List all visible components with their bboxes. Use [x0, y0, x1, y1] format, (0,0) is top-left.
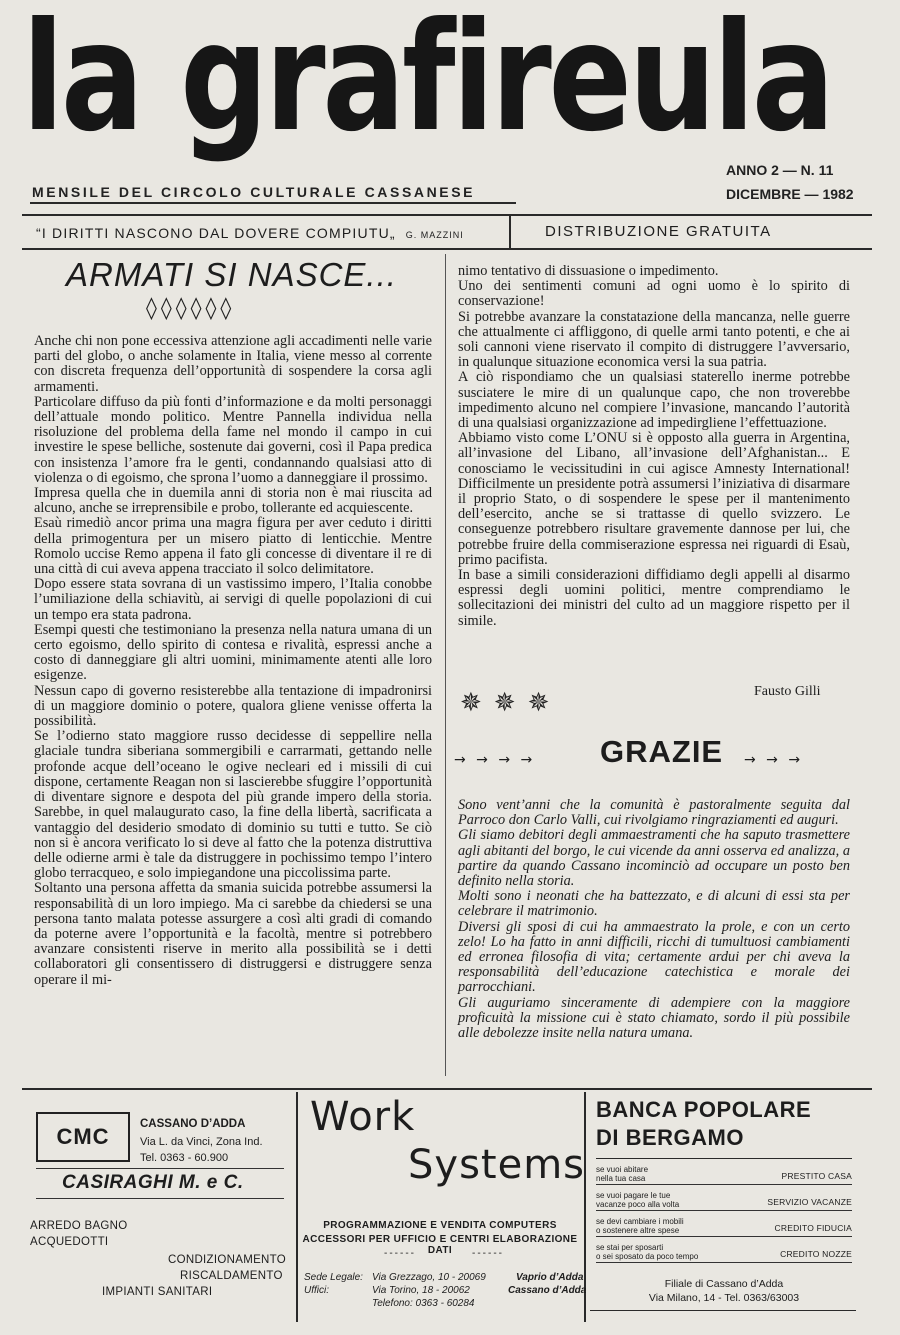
bank-offer-row: [596, 1162, 852, 1185]
article-paragraph: Impresa quella che in duemila anni di storia non è mai riuscita ad alcuno, anche se irreprensibile e probo, tollerante ed acquiescente.: [34, 485, 432, 517]
article-paragraph: Dopo essere stata sovrana di un vastissimo impero, l’Italia conobbe l’umiliazione della schiavitù, ai servigi di quelle popolazioni di cui un tempo era stata padrona.: [34, 576, 432, 623]
bank-branch-address: Via Milano, 14 - Tel. 0363/63003: [648, 1292, 800, 1304]
cmc-service: RISCALDAMENTO: [180, 1270, 283, 1282]
bank-offer-hint: o sei sposato da poco tempo: [596, 1252, 699, 1261]
motto: [36, 225, 464, 241]
bank-branch: Filiale di Cassano d’Adda: [664, 1278, 784, 1290]
motto-bar: [22, 214, 872, 250]
article-paragraph: Se l’odierno stato maggiore russo decidesse di seppellire nella glaciale tundra siberiana sommergibili e carrarmati, gettando nelle profonde acque dell’oceano le ogive necleari ed i missili di cui dispone, certamente Reagan non si lascierebbe sfuggire l’opportunità di diventare signore e despota del più grande impero della storia. Sarebbe, in quel malaugurato caso, la fine della libertà, sacrificata a vantaggio del desiderio smodato di dominio su tutti e tutto. Se ciò non si è ancora verificato lo si deve al fatto che la potenza distruttiva delle odierne armi è tale da distruggere in pochissimo tempo l’intero globo terracqueo, e solo impiegandone una piccolissima parte.: [34, 728, 432, 882]
article-paragraph: Nessun capo di governo resisterebbe alla tentazione di impadronirsi di un maggiore dominio o potere, qualora gliene venisse offerta la possibilità.: [34, 682, 432, 730]
cmc-service: IMPIANTI SANITARI: [102, 1286, 213, 1298]
work-systems-legal-label: Sede Legale:: [304, 1272, 363, 1283]
column-divider: [445, 254, 446, 1076]
article-paragraph: Uno dei sentimenti comuni ad ogni uomo è lo spirito di conservazione!: [458, 278, 850, 310]
grazie-paragraph: Gli siamo debitori degli ammaestramenti che ha saputo trasmettere agli abitanti del borgo, le cui vicende da anni osserva ed analizza, a partire da quando Cassano incominciò ad occupare un posto ben definito nella storia.: [458, 827, 850, 890]
bank-offer-name: PRESTITO CASA: [781, 1171, 852, 1181]
work-systems-legal-address: Via Grezzago, 10 - 20069: [372, 1272, 486, 1283]
bank-offer-name: CREDITO NOZZE: [780, 1249, 852, 1259]
dash-decoration: ------: [384, 1248, 416, 1259]
subtitle-rule: [30, 202, 516, 204]
issue-number: ANNO 2 — N. 11: [726, 162, 834, 178]
article-paragraph: Soltanto una persona affetta da smania suicida potrebbe assumersi la responsabilità di un loro impiego. Ma ci sarebbe da chiedersi se una persona tanto malata potesse assurgere a così alti gradi di comando da poterne avere l’opportunità e la facoltà, mentre si potrebbero avanzare consistenti riserve in merito alla possibilità se i detti collaboratori gli consentissero di distruggersi e distruggere senza operare il mi-: [34, 880, 432, 988]
bank-offer-hint: se stai per sposarti: [596, 1243, 664, 1252]
work-systems-legal-city: Vaprio d’Adda: [516, 1272, 584, 1283]
bank-offer-row: [596, 1214, 852, 1237]
cmc-rule: [36, 1198, 284, 1199]
cmc-address: Via L. da Vinci, Zona Ind.: [140, 1136, 263, 1148]
cmc-rule: [36, 1168, 284, 1169]
masthead-subtitle: MENSILE DEL CIRCOLO CULTURALE CASSANESE: [32, 184, 476, 200]
diamond-ornament: ◊◊◊◊◊◊: [146, 296, 236, 321]
article-paragraph: Abbiamo visto come L’ONU si è opposto alla guerra in Argentina, all’invasione del Libano, all’invasione dell’Afghanistan... E conosciamo le vecissitudini in cui agisce Amnesty International! Difficilmente un presidente potrà assumersi l’iniziativa di disarmare il proprio Stato, o di sospendere le spese per il mantenimento dell’esercito, anche se si trattasse di quello svizzero. Le conseguenze potrebbero risultare gravemente dannose per lui, che potrebbe fruire della commiserazione espressa nei riguardi di Esaù, primo pacifista.: [458, 430, 850, 568]
work-systems-office-label: Uffici:: [304, 1285, 329, 1296]
article-paragraph: Esempi questi che testimoniano la presenza nella natura umana di un certo egoismo, dello spirito di contesa e rivalità, espressi anche a costo di danneggiare gli altri uomini, minimamente atenti alle loro esigenze.: [34, 621, 432, 684]
article-paragraph: nimo tentativo di dissuasione o impedimento.: [458, 263, 719, 279]
star-ornament: ✵✵✵: [460, 688, 562, 718]
bank-name-line: DI BERGAMO: [596, 1125, 744, 1150]
issue-date: DICEMBRE — 1982: [726, 186, 854, 202]
bank-offer-hint: nella tua casa: [596, 1174, 646, 1183]
ads-top-rule: [22, 1088, 872, 1090]
bank-offer-hint: o sostenere altre spese: [596, 1226, 680, 1235]
cmc-company-name: CASIRAGHI M. e C.: [62, 1172, 244, 1193]
cmc-phone: Tel. 0363 - 60.900: [140, 1152, 229, 1164]
article-headline: ARMATI SI NASCE...: [66, 256, 397, 293]
distribution-note: DISTRIBUZIONE GRATUITA: [509, 216, 872, 248]
bank-offer-hint: se vuoi pagare le tue: [596, 1191, 671, 1200]
bank-offer-name: CREDITO FIDUCIA: [774, 1223, 852, 1233]
bank-rule: [590, 1310, 856, 1311]
article-paragraph: In base a simili considerazioni diffidiamo degli appelli al disarmo espressi degli uomini politici, mentre comprendiamo le sollecitazioni dei ministri del culto ad un maggiore rispetto per il simile.: [458, 567, 850, 629]
grazie-heading: [454, 734, 864, 774]
work-systems-logo-word2: Systems: [408, 1142, 585, 1188]
bank-rule: [596, 1158, 852, 1159]
work-systems-services: ACCESSORI PER UFFICIO E CENTRI ELABORAZIONE DATI: [302, 1234, 578, 1256]
bank-name-line: BANCA POPOLARE: [596, 1097, 812, 1122]
article-right-column: [458, 264, 850, 629]
cmc-city: CASSANO D’ADDA: [140, 1118, 246, 1130]
article-author: Fausto Gilli: [754, 684, 821, 699]
grazie-paragraph: Diversi gli sposi di cui ha ammaestrato la prole, e con un certo zelo! Lo ha fatto in anni difficili, ricchi di tumultuosi cambiamenti ed erronea filosofia di vita; certamente ardui per chi aveva la responsabilità dell’educazione catechistica e morale dei parrocchiani.: [458, 918, 850, 996]
cmc-service: ACQUEDOTTI: [30, 1236, 109, 1248]
work-systems-phone: Telefono: 0363 - 60284: [372, 1298, 475, 1309]
bank-offer-row: [596, 1188, 852, 1211]
motto-author: G. MAZZINI: [405, 230, 464, 240]
bank-offer-name: SERVIZIO VACANZE: [767, 1197, 852, 1207]
article-paragraph: A ciò rispondiamo che un qualsiasi staterello inerme potrebbe susciatere le mire di un qualunque capo, che non troverebbe impedimento alcuno nel compiere l’invasione, mancando l’autorità di una qualsiasi organizzazione ad impedirgliene l’effettuazione.: [458, 369, 850, 432]
work-systems-logo-word1: Work: [310, 1094, 416, 1140]
work-systems-office-address: Via Torino, 18 - 20062: [372, 1285, 470, 1296]
dash-decoration: ------: [472, 1248, 504, 1259]
bank-offer-hint: se devi cambiare i mobili: [596, 1217, 684, 1226]
arrow-left-decoration: → → → →: [454, 752, 536, 768]
cmc-service: ARREDO BAGNO: [30, 1220, 128, 1232]
arrow-right-decoration: → → →: [744, 752, 804, 768]
bank-offer-row: [596, 1240, 852, 1263]
grazie-paragraph: Sono vent’anni che la comunità è pastoralmente seguita dal Parroco don Carlo Valli, cui rivolgiamo ringraziamenti ed auguri.: [458, 797, 850, 829]
issue-info: [726, 158, 854, 206]
cmc-service: CONDIZIONAMENTO: [168, 1254, 287, 1266]
cmc-logo: CMC: [36, 1112, 130, 1162]
ads-divider: [296, 1092, 298, 1322]
article-paragraph: Esaù rimediò ancor prima una magra figura per aver ceduto i diritti della primogentura per un misero piatto di lenticchie. Mentre Romolo uccise Remo appena il fato gli concesse di diventare il re di una città di cui aveva appena tracciato il solco delimitatore.: [34, 515, 432, 578]
masthead-title: la grafireula: [22, 0, 832, 165]
work-systems-office-city: Cassano d’Adda: [508, 1285, 587, 1296]
bank-offer-hint: vacanze poco alla volta: [596, 1200, 680, 1209]
grazie-paragraph: Gli auguriamo sinceramente di adempiere con la maggiore proficuità la missione cui è stato chiamato, sordo il più possibile alle debolezze insite nella natura umana.: [458, 994, 850, 1042]
article-paragraph: Si potrebbe avanzare la constatazione della mancanza, nelle guerre che attualmente ci affliggono, di quelle armi tanto potenti, e che ai soli cannoni viene riservato il compito di distruggere l’avversario, in qualunque situazione economica versi la sua patria.: [458, 308, 850, 371]
grazie-paragraph: Molti sono i neonati che ha battezzato, e di alcuni di essi sta per celebrare il matrimonio.: [458, 888, 850, 920]
motto-text: “I DIRITTI NASCONO DAL DOVERE COMPIUTU„: [36, 225, 396, 241]
article-paragraph: Anche chi non pone eccessiva attenzione agli accadimenti nelle varie parti del globo, o anche solamente in Italia, viene messo al corrente con discreta frequenza dell’opportunità di sospendere la corsa agli armamenti.: [34, 333, 432, 395]
article-left-column: [34, 334, 432, 988]
bank-name: [596, 1096, 811, 1152]
grazie-title: GRAZIE: [600, 734, 724, 769]
bank-offer-hint: se vuoi abitare: [596, 1165, 649, 1174]
article-paragraph: Particolare diffuso da più fonti d’informazione e da molti personaggi dell’attuale mondo politico. Mentre Pannella individua nella risoluzione del problema della fame nel mondo il campo in cui investire le spese belliche, sostenute dai governi, così il Papa predica con insistenza l’amore fra le genti, condannando qualsiasi atto di violenza o di egoismo, che sprona l’uomo a danneggiare il prossimo.: [34, 393, 432, 486]
grazie-body: [458, 798, 850, 1041]
work-systems-services: PROGRAMMAZIONE E VENDITA COMPUTERS: [323, 1220, 557, 1231]
